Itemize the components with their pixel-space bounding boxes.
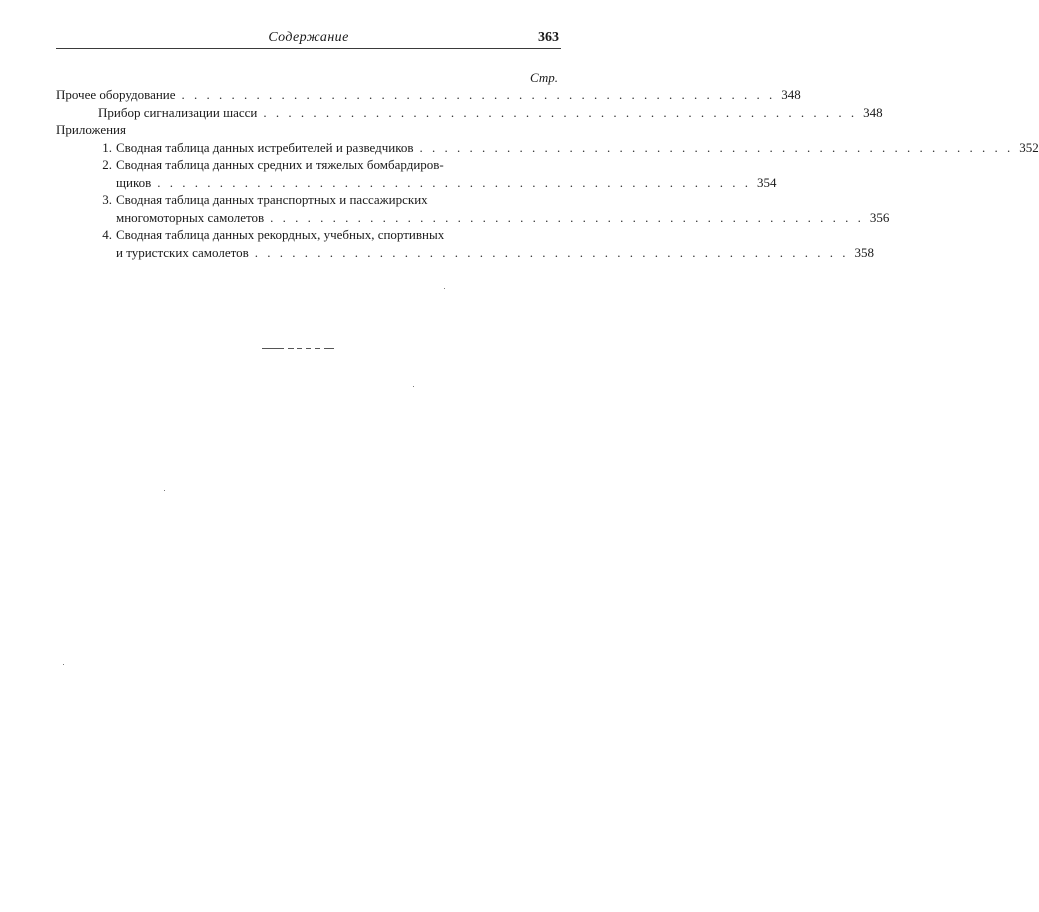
toc-entry-number: 2. (102, 157, 112, 172)
toc-section-prilozheniya[interactable] (56, 121, 561, 139)
toc-entry-appendix-3[interactable] (56, 191, 561, 209)
toc-entry-text-line1: Сводная таблица данных рекордных, учебных, спортивных (116, 227, 445, 242)
toc-section-label: Приложения (56, 122, 126, 137)
toc-entry-appendix-4-cont (56, 244, 874, 262)
scan-speck (63, 664, 64, 665)
header-page-number: 363 (538, 30, 559, 45)
scan-speck (444, 288, 445, 289)
toc-entry-text-line2: многомоторных самолетов (116, 209, 265, 225)
dot-leader: . . . . . . . . . . . . . . . . . . . . . . . . . . . . . . . . . . . . . . . . . . . . . . . . (181, 87, 776, 102)
toc-entry-label (96, 226, 444, 244)
toc-entry-appendix-4[interactable] (56, 226, 561, 244)
toc-entry-page: 358 (854, 244, 874, 260)
header-title: Содержание (268, 30, 349, 45)
toc-entry-appendix-1[interactable] (56, 139, 1039, 157)
toc-entry-text-line1: Сводная таблица данных средних и тяжелых бомбардиров- (116, 157, 444, 172)
toc-entry-appendix-2[interactable] (56, 156, 561, 174)
header-rule (56, 48, 561, 49)
toc-entry-text-line2: щиков (116, 174, 152, 190)
toc-entry-label (96, 139, 414, 157)
toc-entry-page: 348 (863, 104, 883, 120)
toc-entry-page: 354 (757, 174, 777, 190)
table-of-contents (56, 86, 1039, 261)
toc-entry-text-line2: и туристских самолетов (116, 244, 249, 260)
toc-entry-label: Прибор сигнализации шасси (98, 104, 258, 120)
toc-entry-page: 348 (781, 87, 801, 102)
closing-ornament-rule (262, 348, 334, 350)
toc-entry-label (96, 191, 428, 209)
scan-speck (413, 386, 414, 387)
toc-entry-appendix-3-cont (56, 209, 890, 227)
page-header (56, 30, 561, 52)
toc-entry-number: 1. (102, 139, 112, 155)
toc-entry-number: 4. (102, 227, 112, 242)
toc-entry-number: 3. (102, 192, 112, 207)
toc-entry-label: Прочее оборудование (56, 87, 176, 102)
toc-entry-text-line1: Сводная таблица данных транспортных и пассажирских (116, 192, 428, 207)
toc-entry-pribor[interactable] (56, 104, 883, 122)
page-column-label: Стр. (530, 70, 558, 85)
toc-entry-prochee[interactable] (56, 86, 801, 104)
dot-leader: . . . . . . . . . . . . . . . . . . . . . . . . . . . . . . . . . . . . . . . . . . . . . . . . (263, 104, 858, 120)
dot-leader: . . . . . . . . . . . . . . . . . . . . . . . . . . . . . . . . . . . . . . . . . . . . . . . . (270, 209, 864, 225)
toc-entry-label (96, 156, 444, 174)
dot-leader: . . . . . . . . . . . . . . . . . . . . . . . . . . . . . . . . . . . . . . . . . . . . . . . . (254, 244, 849, 260)
toc-entry-appendix-2-cont (56, 174, 777, 192)
toc-entry-text: Сводная таблица данных истребителей и разведчиков (116, 139, 414, 155)
toc-entry-page: 352 (1019, 139, 1039, 155)
dot-leader: . . . . . . . . . . . . . . . . . . . . . . . . . . . . . . . . . . . . . . . . . . . . . . . . (419, 139, 1014, 155)
dot-leader: . . . . . . . . . . . . . . . . . . . . . . . . . . . . . . . . . . . . . . . . . . . . . . . . (157, 174, 752, 190)
toc-entry-page: 356 (869, 209, 890, 225)
scan-speck (164, 490, 165, 491)
